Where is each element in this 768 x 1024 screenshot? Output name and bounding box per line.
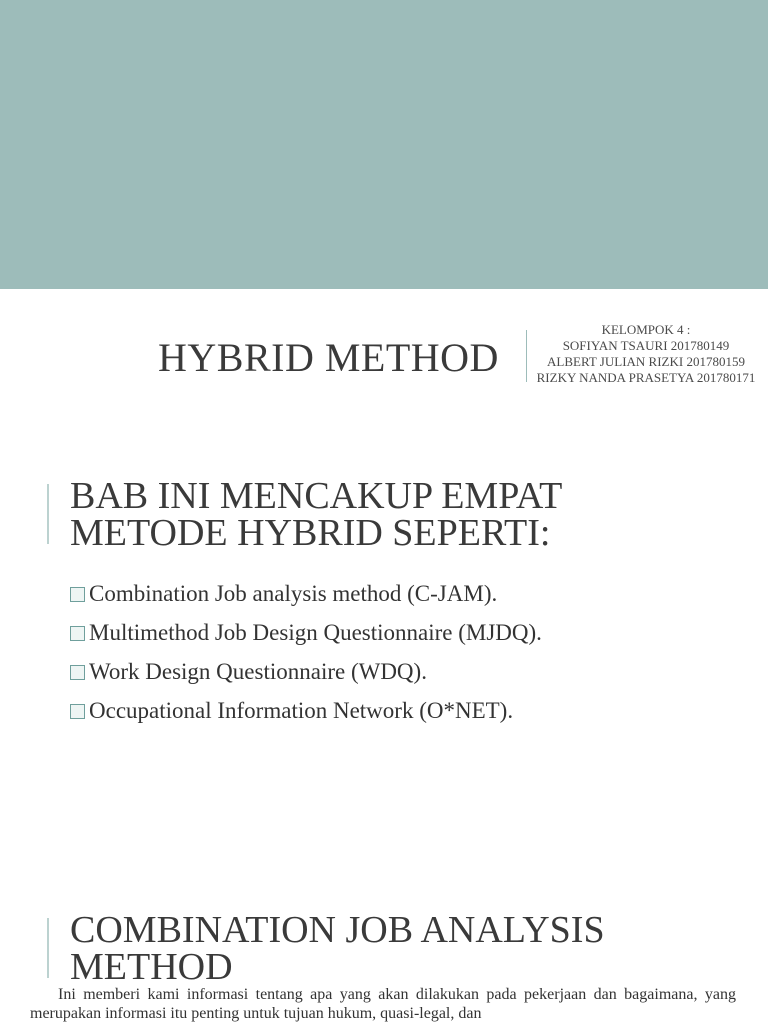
- presentation-title: HYBRID METHOD: [158, 335, 499, 380]
- section-body-text: Ini memberi kami informasi tentang apa yang akan dilakukan pada pekerjaan dan bagaimana, yang merupakan informasi itu penting untuk tujuan hukum, quasi-legal, dan: [30, 986, 736, 1022]
- heading-line: METHOD: [70, 946, 233, 988]
- section-heading: [70, 909, 605, 988]
- heading-line: COMBINATION JOB ANALYSIS: [70, 909, 605, 951]
- group-label: KELOMPOK 4 :: [601, 322, 691, 337]
- section-heading: [70, 475, 563, 554]
- heading-line: BAB INI MENCAKUP EMPAT: [70, 475, 563, 517]
- list-item: [70, 652, 542, 691]
- member-name: RIZKY NANDA PRASETYA 201780171: [536, 370, 756, 385]
- square-bullet-icon: [70, 704, 85, 719]
- square-bullet-icon: [70, 626, 85, 641]
- method-list: [70, 574, 542, 730]
- list-item-label: Combination Job analysis method (C-JAM).: [89, 580, 498, 606]
- list-item-label: Work Design Questionnaire (WDQ).: [89, 658, 427, 684]
- list-item: [70, 613, 542, 652]
- section-accent-line: [47, 918, 49, 978]
- list-item-label: Occupational Information Network (O*NET).: [89, 697, 514, 723]
- list-item: [70, 691, 542, 730]
- square-bullet-icon: [70, 587, 85, 602]
- heading-line: METODE HYBRID SEPERTI:: [70, 512, 551, 554]
- member-name: ALBERT JULIAN RIZKI 201780159: [547, 354, 745, 369]
- title-banner: [0, 0, 768, 289]
- list-item: [70, 574, 542, 613]
- section-accent-line: [47, 484, 49, 544]
- group-members: [524, 322, 768, 386]
- square-bullet-icon: [70, 665, 85, 680]
- list-item-label: Multimethod Job Design Questionnaire (MJDQ).: [89, 619, 542, 645]
- member-name: SOFIYAN TSAURI 201780149: [562, 338, 730, 353]
